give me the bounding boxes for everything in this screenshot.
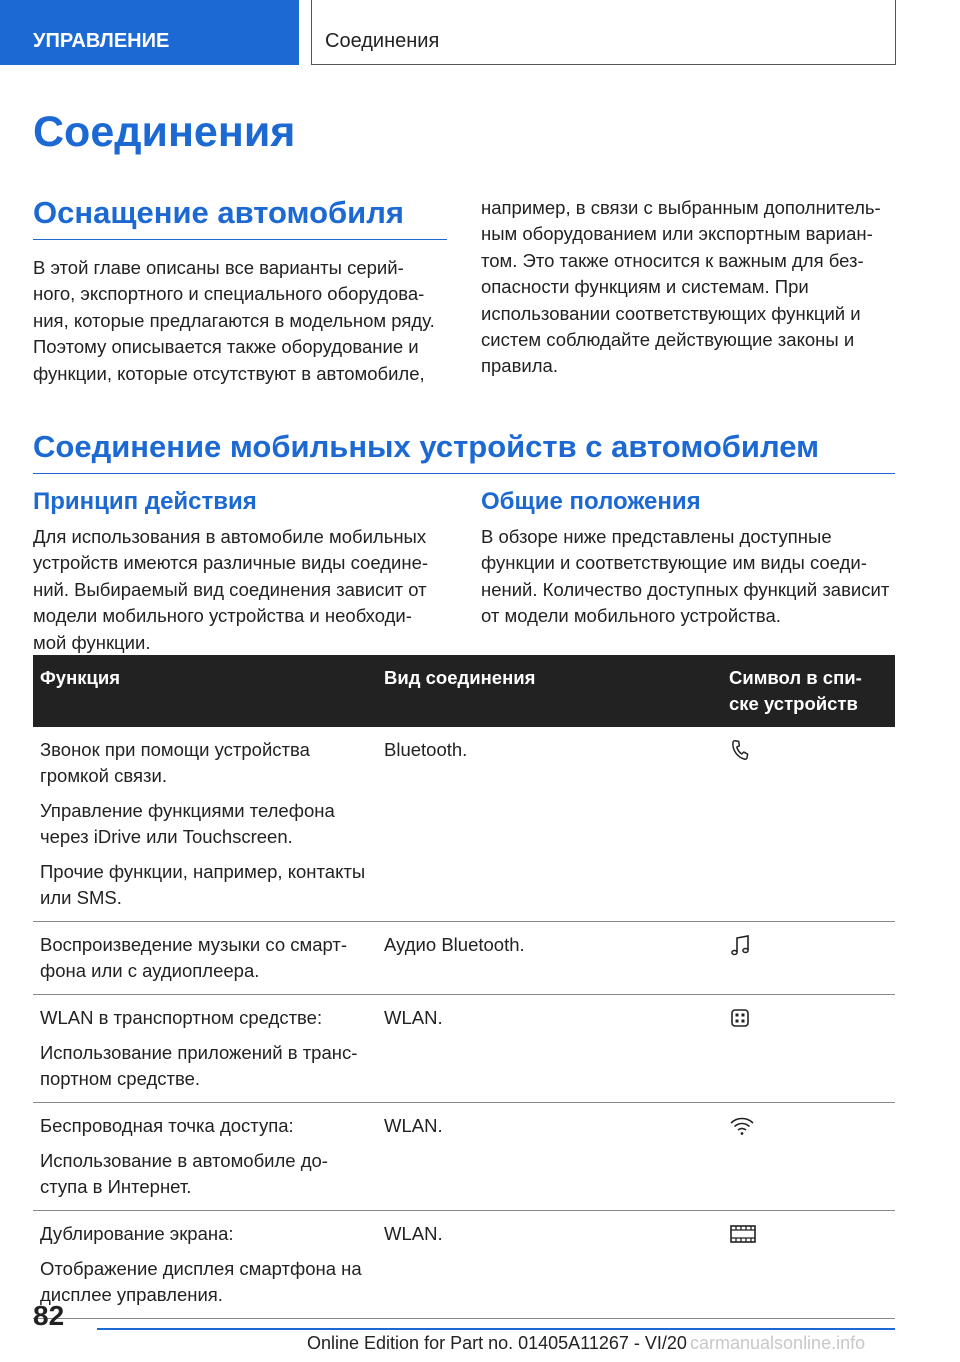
page-title: Соединения bbox=[33, 108, 296, 156]
table-header-row bbox=[33, 655, 895, 727]
function-text: Прочие функции, например, контакты или SMS. bbox=[40, 861, 366, 908]
general-text: В обзоре ниже представлены доступные функции и соответствующие им виды соеди- нений. Количество доступных функций зависит от модели мобильного устройства. bbox=[481, 526, 890, 627]
function-cell bbox=[33, 922, 377, 995]
table-row bbox=[33, 1103, 895, 1211]
function-text: Звонок при помощи устройства громкой связи. bbox=[40, 739, 310, 786]
symbol-cell bbox=[722, 995, 895, 1103]
symbol-cell bbox=[722, 727, 895, 922]
connection-cell: WLAN. bbox=[377, 1103, 722, 1211]
function-text: Воспроизведение музыки со смарт- фона или с аудиоплеера. bbox=[40, 934, 348, 981]
symbol-cell bbox=[722, 922, 895, 995]
subheading-general: Общие положения bbox=[481, 488, 701, 515]
section-heading-equipment: Оснащение автомобиля bbox=[33, 195, 447, 240]
apps-icon bbox=[729, 1007, 751, 1029]
footer-watermark: carmanualsonline.info bbox=[690, 1333, 866, 1353]
function-text: Отображение дисплея смартфона на дисплее управления. bbox=[40, 1258, 362, 1305]
table-row bbox=[33, 922, 895, 995]
table-row bbox=[33, 727, 895, 922]
table-row bbox=[33, 995, 895, 1103]
connection-cell: WLAN. bbox=[377, 1211, 722, 1319]
footer-divider bbox=[97, 1328, 895, 1330]
function-cell bbox=[33, 1103, 377, 1211]
function-cell bbox=[33, 995, 377, 1103]
phone-icon bbox=[729, 739, 751, 761]
function-text: Использование приложений в транс- портном средстве. bbox=[40, 1042, 358, 1089]
page-number: 82 bbox=[33, 1300, 65, 1331]
function-text: Использование в автомобиле до- ступа в Интернет. bbox=[40, 1150, 328, 1197]
function-text: Управление функциями телефона через iDrive или Touchscreen. bbox=[40, 800, 335, 847]
function-text: Беспроводная точка доступа: bbox=[40, 1115, 294, 1136]
music-note-icon bbox=[729, 934, 751, 958]
table-header-connection: Вид соединения bbox=[377, 655, 722, 727]
symbol-cell bbox=[722, 1211, 895, 1319]
screen-mirroring-icon bbox=[729, 1223, 757, 1245]
function-text: WLAN в транспортном средстве: bbox=[40, 1007, 323, 1028]
subheading-principle: Принцип действия bbox=[33, 488, 257, 515]
principle-text: Для использования в автомобиле мобильных устройств имеются различные виды соедине- ний. Выбираемый вид соединения зависит от модели мобильного устройства и необходи- мой функции. bbox=[33, 526, 429, 653]
connection-cell: Аудио Bluetooth. bbox=[377, 922, 722, 995]
table-header-symbol: Символ в спи- ске устройств bbox=[722, 655, 895, 727]
equipment-text-right: например, в связи с выбранным дополнитель- ным оборудованием или экспортным вариан- том. Это также относится к важным для без- опасности функциям и системам. При использовании соответствующих функций и систем соблюдайте действующие законы и правила. bbox=[481, 197, 881, 377]
wifi-icon bbox=[729, 1115, 755, 1137]
function-cell bbox=[33, 727, 377, 922]
header-section-tab: УПРАВЛЕНИЕ bbox=[0, 0, 299, 65]
function-text: Дублирование экрана: bbox=[40, 1223, 234, 1244]
symbol-cell bbox=[722, 1103, 895, 1211]
footer-edition-text: Online Edition for Part no. 01405A11267 - VI/20 bbox=[307, 1333, 687, 1353]
connection-cell: Bluetooth. bbox=[377, 727, 722, 922]
table-header-function: Функция bbox=[33, 655, 377, 727]
header-chapter-title: Соединения bbox=[311, 0, 896, 65]
section-heading-mobile-connection: Соединение мобильных устройств с автомобилем bbox=[33, 429, 895, 474]
function-cell bbox=[33, 1211, 377, 1319]
connection-cell: WLAN. bbox=[377, 995, 722, 1103]
connections-table bbox=[33, 655, 895, 1319]
table-row bbox=[33, 1211, 895, 1319]
equipment-text-left: В этой главе описаны все варианты серий- ного, экспортного и специального оборудова- ния, которые предлагаются в модельном ряду. Поэтому описывается также оборудование и функции, которые отсутствуют в автомобиле, bbox=[33, 257, 435, 384]
